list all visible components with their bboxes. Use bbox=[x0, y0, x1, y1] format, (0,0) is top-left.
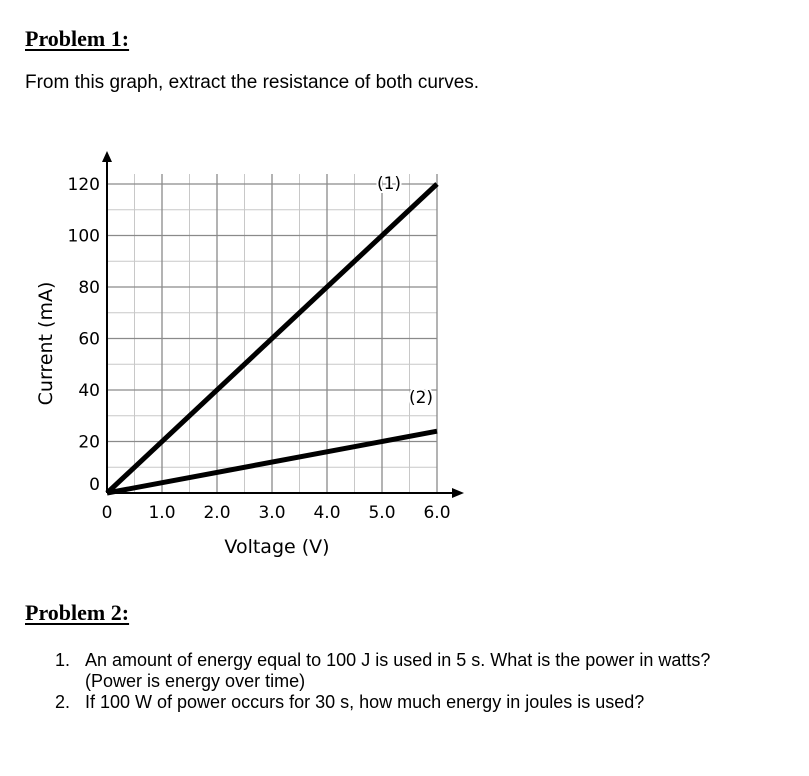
y-tick-label: 120 bbox=[67, 175, 100, 195]
x-axis-arrow bbox=[452, 488, 464, 498]
y-tick-label: 40 bbox=[78, 381, 100, 401]
x-tick-label: 0 bbox=[101, 503, 113, 523]
question-number: 2. bbox=[55, 692, 71, 712]
y-tick-label: 60 bbox=[78, 329, 100, 350]
y-axis-title: Current (mA) bbox=[35, 281, 57, 406]
y-tick-label: 80 bbox=[78, 278, 100, 298]
question-text: If 100 W of power occurs for 30 s, how much energy in joules is used? bbox=[85, 692, 645, 712]
x-tick-label: 2.0 bbox=[203, 503, 231, 523]
problem2-question-list bbox=[55, 650, 710, 713]
question-note: (Power is energy over time) bbox=[85, 671, 306, 691]
y-tick-label: 20 bbox=[78, 432, 100, 453]
x-axis-title: Voltage (V) bbox=[224, 536, 330, 558]
series-label-1: (1) bbox=[376, 174, 402, 194]
problem1-heading: Problem 1: bbox=[25, 26, 130, 51]
current-voltage-chart bbox=[0, 130, 809, 570]
question-number: 1. bbox=[55, 650, 71, 670]
y-axis-arrow bbox=[102, 151, 112, 162]
problem2-heading: Problem 2: bbox=[25, 600, 130, 625]
x-tick-label: 1.0 bbox=[148, 503, 176, 523]
question-text: An amount of energy equal to 100 J is used in 5 s. What is the power in watts? bbox=[85, 650, 711, 670]
y-tick-label: 100 bbox=[67, 226, 100, 247]
problem1-instruction: From this graph, extract the resistance of both curves. bbox=[25, 72, 480, 93]
series-label-2: (2) bbox=[408, 388, 434, 409]
x-tick-label: 6.0 bbox=[423, 503, 451, 523]
question-1 bbox=[55, 650, 710, 692]
x-tick-label: 5.0 bbox=[368, 503, 396, 523]
x-tick-label: 3.0 bbox=[258, 503, 286, 523]
x-tick-label: 4.0 bbox=[313, 503, 341, 523]
y-tick-label: 0 bbox=[89, 475, 100, 495]
question-2 bbox=[55, 692, 710, 713]
